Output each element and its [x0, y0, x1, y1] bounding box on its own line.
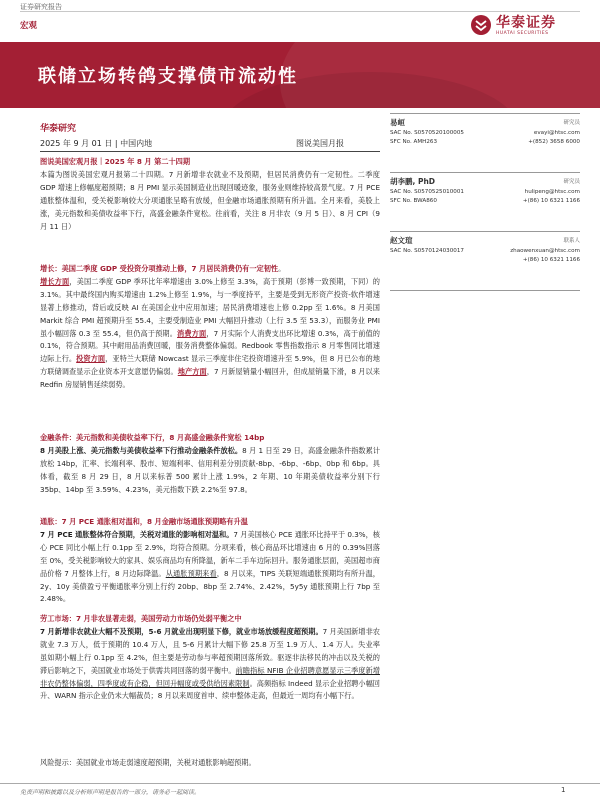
inflation-bold: 7 月 PCE 通胀整体符合预期，关税对通胀的影响相对温和。 — [40, 529, 234, 539]
analyst-card: 胡李鹏, PhD 研究员 SAC No. S0570525010001 SFC No. BWA860 hulipeng@htsc.com +(86) 10 6321 1166 — [390, 172, 580, 231]
analyst-card: 赵文瑄 联系人 SAC No. S0570124030017 zhaowenxuan@htsc.com +(86) 10 6321 1166 — [390, 231, 580, 291]
date-divider — [40, 151, 380, 152]
page-number: 1 — [561, 786, 566, 794]
analyst-card: 易峘 研究员 SAC No. S0570520100005 SFC No. AMH263 evayi@htsc.com +(852) 3658 6000 — [390, 113, 580, 172]
footer-disclaimer: 免责声明和披露以及分析师声明是报告的一部分，请务必一起阅读。 — [20, 789, 201, 796]
category-label: 宏观 — [20, 21, 38, 31]
intro-section — [40, 156, 380, 233]
finance-section: 金融条件：美元指数和美债收益率下行，8 月高盛金融条件宽松 14bp 8 月美股上涨、美元指数与美债收益率下行推动金融条件放松。8 月 1 日至 29 日，高盛金融条件指数累计放松 14bp，汇率、长端利率、股市、短端利率、信用利差分别贡献-8bp、-6bp、-6bp、0bp 和 6bp。具体看，截至 8 月 29 日，8 月以来标普 500 累计上涨 1.9%，2 年期、10 年期美债收益率分别下行 35bp、14bp 至 3.59%、4.23%，美元指数下跌 2.2%至 97.8。 — [40, 433, 380, 494]
labor-bold: 7 月新增非农就业大幅不及预期，5-6 月就业出现明显下修，就业市场放缓程度超预期。 — [40, 626, 323, 636]
growth-section: 增长：美国二季度 GDP 受投资分项推动上修，7 月居民消费仍有一定韧性。 增长方面，美国二季度 GDP 季环比年率增速由 3.0%上修至 3.3%，高于预期（彭博一致预期，下同）的 3.1%。其中最终国内购买增速由 1.2%上修至 1.9%，与一季度持平，主要是受到无形资产投资-软件增速显著上修推动，背后或反映 AI 在美国企业中应用加速；居民消费增速也上修 0.2pp 至 1.6%。8 月美国 Markit 综合 PMI 超预期升至 55.4，主要受制造业 PMI 大幅回升推动（上行 3.5 至 53.3），而服务业 PMI 虽小幅回落 0.3 至 55.4，但仍高于预期。消费方面，7 月实际个人消费支出环比增速 0.3%，高于前值的 0.1%，符合预期。其中耐用品消费回暖，服务消费整体偏弱。Redbook 零售指数指示 8 月零售同比增速边际上行。投资方面，亚特兰大联储 Nowcast 显示三季度非住宅投资增速升至 5.9%，但 8 月已公布的地方联储调查显示企业资本开支意愿仍偏弱。地产方面，7 月新屋销量小幅回升，但成屋销量下滑，8 月以来 Redfin 房屋销售延续弱势。 — [40, 264, 380, 390]
labor-lead: 前瞻指标 NFIB 企业招聘意愿显示三季度新增非农仍整体偏弱，四季度或有企稳，但回升幅度或受供给因素限制 — [40, 665, 380, 688]
consumption-lead: 消费方面 — [177, 328, 207, 338]
analyst-email[interactable]: zhaowenxuan@htsc.com — [510, 248, 580, 254]
growth-lead: 增长方面 — [40, 276, 70, 286]
analyst-email[interactable]: hulipeng@htsc.com — [524, 189, 580, 195]
housing-lead: 地产方面 — [177, 367, 207, 377]
inflation-lead: 从通胀预期来看 — [165, 568, 217, 578]
growth-heading: 增长：美国二季度 GDP 受投资分项推动上修，7 月居民消费仍有一定韧性 — [40, 264, 279, 273]
inflation-section: 通胀：7 月 PCE 通胀相对温和，8 月金融市场通胀预期略有升温 7 月 PCE 通胀整体符合预期，关税对通胀的影响相对温和。7 月美国核心 PCE 通胀环比持平于 0.3%，核心 PCE 同比小幅上行 0.1pp 至 2.9%，均符合预期。分项来看，核心商品环比增速由 6 月的 0.39%回落至 0%，受关税影响较大的家具、娱乐商品均有所降温，新车二手车边际回升。服务通胀层面，美国超市商品价格 7 月整体上行，8 月边际降温。从通胀预期来看，8 月以来，TIPS 关联短端通胀预期均有所升温，2y、10y 美债盈亏平衡通胀率分别上行约 20bp、8bp 至 2.74%、2.42%，5y5y 通胀预期上行 7bp 至 2.48%。 — [40, 517, 380, 604]
labor-section: 劳工市场：7 月非农显著走弱，美国劳动力市场仍处弱平衡之中 7 月新增非农就业大幅不及预期，5-6 月就业出现明显下修，就业市场放缓程度超预期。7 月美国新增非农就业 7.3 万人，低于预期的 10.4 万人，且 5-6 月累计大幅下修 25.8 万至 1.9 万人、1.4 万人。失业率虽如期小幅上行 0.1pp 至 4.2%，但主要是劳动参与率超预期回落所致。驱逐非法移民的冲击以及关税的滞后影响之下，美国就业市场处于供需共同回落的弱平衡中。前瞻指标 NFIB 企业招聘意愿显示三季度新增非农仍整体偏弱，四季度或有企稳，但回升幅度或受供给因素限制。高频指标 Indeed 显示企业招聘小幅回升、WARN 指示企业仍未大幅裁员；8 月以来周度首申、续申整体走高，但最近一周均有小幅下行。 — [40, 614, 380, 701]
intro-heading: 图说美国宏观月报｜2025 年 8 月 第二十四期 — [40, 157, 191, 166]
title-banner — [0, 42, 600, 108]
report-type-label: 证券研究报告 — [20, 3, 62, 11]
logo-text-cn: 华泰证券 — [496, 15, 556, 31]
investment-lead: 投资方面 — [76, 354, 106, 364]
inflation-heading: 通胀：7 月 PCE 通胀相对温和，8 月金融市场通胀预期略有升温 — [40, 517, 248, 526]
date-region-line: 2025 年 9 月 01 日 | 中国内地 — [40, 139, 153, 148]
risk-note: 风险提示：美国就业市场走弱速度超预期，关税对通胀影响超预期。 — [40, 758, 256, 767]
finance-heading: 金融条件：美元指数和美债收益率下行，8 月高盛金融条件宽松 14bp — [40, 433, 265, 442]
report-title: 联储立场转鸽支撑债市流动性 — [38, 66, 298, 87]
analyst-panel — [390, 113, 580, 291]
report-date: 2025 年 9 月 01 日 — [40, 139, 113, 148]
series-name: 图说美国月报 — [296, 139, 344, 148]
finance-bold: 8 月美股上涨、美元指数与美债收益率下行推动金融条件放松。 — [40, 445, 243, 455]
analyst-email[interactable]: evayi@htsc.com — [533, 130, 580, 136]
intro-text: 本篇为图说美国宏观月报第二十四期。7 月新增非农就业不及预期，但居民消费仍有一定韧性。二季度 GDP 增速上修幅度超预期；8 月 PMI 显示美国制造业出现回暖迹象，服务业则维持较高景气度。7 月 PCE 通胀整体温和，受关税影响较大分项通胀呈略有放缓，但金融市场通胀预期有所升温。全月来看，美股上涨，美元指数和美债收益率下行，高盛金融条件宽松。往前看，关注 8 月非农（9 月 5 日）、8 月 CPI（9 月 11 日） — [40, 169, 380, 231]
footer-divider — [0, 783, 600, 784]
department-label: 华泰研究 — [40, 124, 77, 134]
labor-heading: 劳工市场：7 月非农显著走弱，美国劳动力市场仍处弱平衡之中 — [40, 614, 242, 623]
logo-text-en: HUATAI SECURITIES — [496, 31, 549, 36]
report-region: 中国内地 — [120, 139, 153, 148]
company-logo — [470, 11, 580, 41]
logo-mark-icon — [470, 14, 492, 36]
